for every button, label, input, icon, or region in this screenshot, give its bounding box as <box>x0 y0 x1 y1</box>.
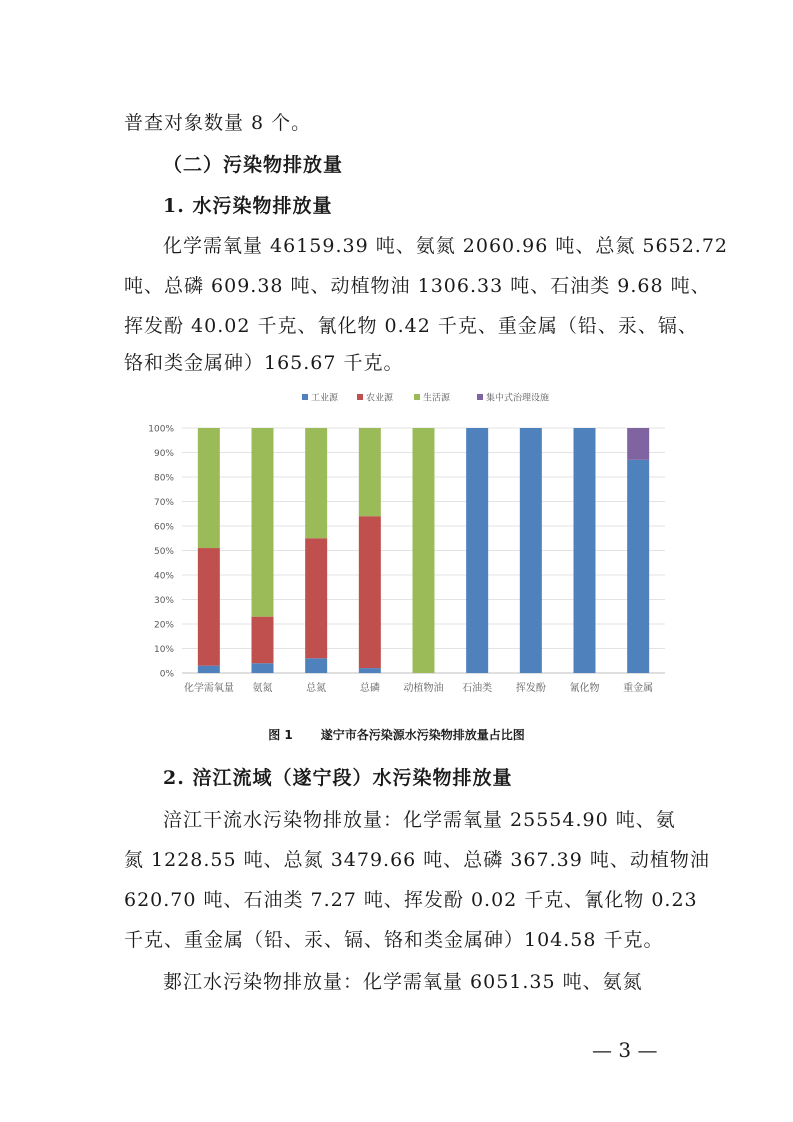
x-tick-label: 总氮 <box>306 683 327 694</box>
body-line-6: 涪江干流水污染物排放量：化学需氧量 25554.90 吨、氨 <box>163 809 676 831</box>
y-tick-label: 90% <box>153 449 174 459</box>
body-line-8: 620.70 吨、石油类 7.27 吨、挥发酚 0.02 千克、氰化物 0.23 <box>124 889 698 911</box>
figure-number: 图 1 <box>268 728 293 742</box>
legend-swatch <box>357 394 363 400</box>
bar-segment <box>466 428 488 673</box>
y-tick-label: 0% <box>159 669 174 680</box>
y-tick-label: 80% <box>153 473 174 484</box>
bar-segment <box>305 428 327 538</box>
bar-segment <box>520 428 542 673</box>
subheading-2: 2. 涪江流域（遂宁段）水污染物排放量 <box>163 767 513 789</box>
bar-segment <box>359 428 381 516</box>
body-line-3: 吨、总磷 609.38 吨、动植物油 1306.33 吨、石油类 9.68 吨、 <box>124 275 711 297</box>
x-tick-label: 动植物油 <box>403 683 444 694</box>
body-line-2: 化学需氧量 46159.39 吨、氨氮 2060.96 吨、总氮 5652.72 <box>163 235 728 257</box>
y-tick-label: 50% <box>153 547 174 557</box>
legend-swatch <box>414 394 420 400</box>
bar-segment <box>198 666 220 673</box>
bar-segment <box>413 428 435 673</box>
bar-segment <box>252 428 274 617</box>
subheading-1: 1. 水污染物排放量 <box>163 195 333 217</box>
y-tick-label: 60% <box>153 522 174 533</box>
page-number: — 3 — <box>592 1038 658 1062</box>
bar-segment <box>305 658 327 673</box>
x-tick-label: 氨氮 <box>252 683 273 694</box>
y-tick-label: 10% <box>153 645 174 655</box>
body-line-7: 氮 1228.55 吨、总氮 3479.66 吨、总磷 367.39 吨、动植物油 <box>124 849 710 871</box>
legend-swatch <box>477 394 483 400</box>
legend-swatch <box>302 394 308 400</box>
bar-segment <box>252 663 274 673</box>
chart-svg <box>140 380 685 704</box>
x-tick-label: 石油类 <box>462 683 493 694</box>
x-tick-label: 挥发酚 <box>515 683 546 694</box>
y-tick-label: 20% <box>153 620 174 631</box>
bar-segment <box>252 617 274 664</box>
legend-label: 农业源 <box>366 393 394 404</box>
y-tick-label: 30% <box>153 596 174 606</box>
legend-label: 集中式治理设施 <box>486 393 550 404</box>
y-tick-label: 40% <box>153 571 174 582</box>
y-tick-label: 70% <box>153 498 174 508</box>
bar-segment <box>359 516 381 668</box>
bar-segment <box>305 538 327 658</box>
x-tick-label: 化学需氧量 <box>183 683 234 694</box>
bar-segment <box>627 460 649 673</box>
bar-segment <box>198 428 220 548</box>
x-tick-label: 重金属 <box>623 683 654 694</box>
section-heading-2: （二）污染物排放量 <box>163 154 344 176</box>
figure-title: 遂宁市各污染源水污染物排放量占比图 <box>320 728 525 742</box>
body-line-5: 铬和类金属砷）165.67 千克。 <box>124 352 404 374</box>
bar-segment <box>359 668 381 673</box>
stacked-bar-chart <box>140 380 685 704</box>
legend-label: 工业源 <box>311 393 339 404</box>
body-line-9: 千克、重金属（铅、汞、镉、铬和类金属砷）104.58 千克。 <box>124 929 664 951</box>
bar-segment <box>574 428 596 673</box>
figure-caption <box>0 726 793 743</box>
body-line-1: 普查对象数量 8 个。 <box>124 112 312 134</box>
bar-segment <box>627 428 649 460</box>
y-tick-label: 100% <box>148 424 174 435</box>
body-line-4: 挥发酚 40.02 千克、氰化物 0.42 千克、重金属（铅、汞、镉、 <box>124 315 698 337</box>
x-tick-label: 氰化物 <box>569 683 600 694</box>
bar-segment <box>198 548 220 666</box>
x-tick-label: 总磷 <box>359 683 380 694</box>
body-line-10: 郪江水污染物排放量：化学需氧量 6051.35 吨、氨氮 <box>163 971 643 993</box>
legend-label: 生活源 <box>423 393 451 404</box>
